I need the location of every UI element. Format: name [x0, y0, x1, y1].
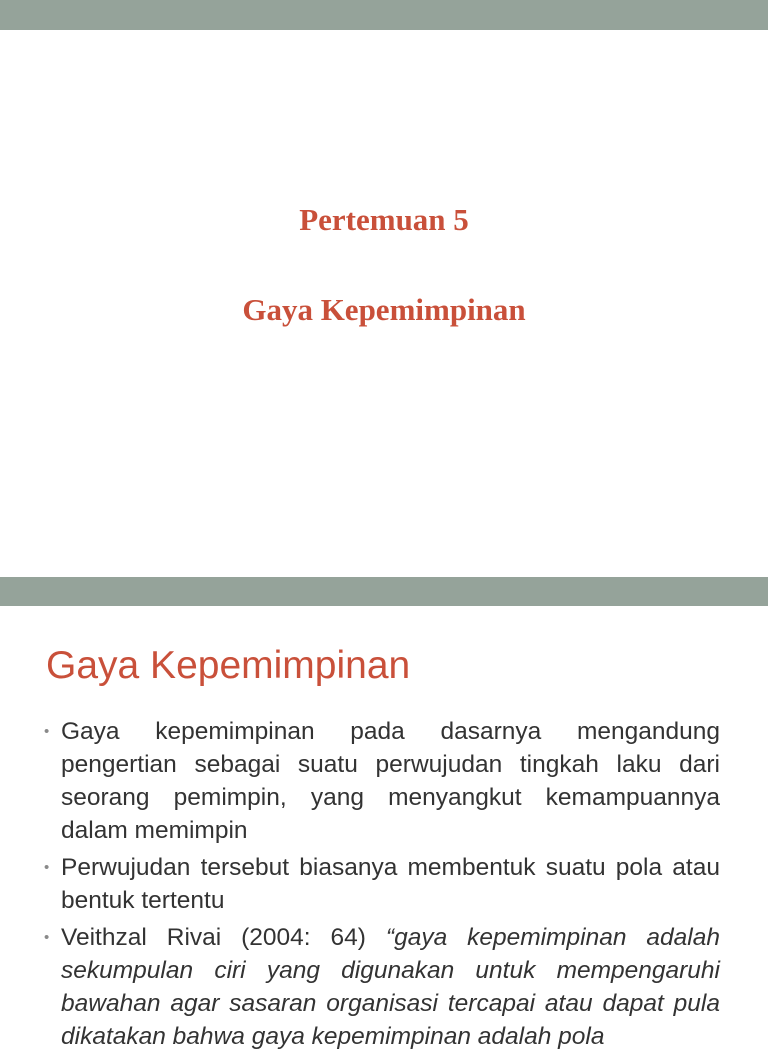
- bullet-text: Veithzal Rivai (2004: 64): [61, 924, 386, 951]
- list-item: [44, 715, 720, 847]
- bullet-quote: “gaya kepemimpinan adalah sekumpulan ciri yang digunakan untuk mempengaruhi bawahan agar sasaran organisasi tercapai atau dapat pula dikatakan bahwa gaya kepemimpinan adalah pola: [61, 924, 720, 1050]
- slide-separator-band: [0, 577, 768, 606]
- bullet-dot-icon: •: [44, 723, 50, 740]
- list-item: [44, 921, 720, 1053]
- bullet-dot-icon: •: [44, 859, 50, 876]
- content-slide: [0, 606, 768, 1050]
- list-item: [44, 851, 720, 917]
- bullet-list: [44, 715, 720, 1057]
- slide-title-meeting: Pertemuan 5: [299, 202, 469, 237]
- bullet-dot-icon: •: [44, 929, 50, 946]
- slide-title-topic: Gaya Kepemimpinan: [242, 292, 526, 327]
- top-band: [0, 0, 768, 30]
- content-heading: Gaya Kepemimpinan: [46, 644, 411, 687]
- title-slide: [0, 30, 768, 577]
- bullet-text: Perwujudan tersebut biasanya membentuk suatu pola atau bentuk tertentu: [61, 854, 720, 914]
- bullet-text: Gaya kepemimpinan pada dasarnya mengandung pengertian sebagai suatu perwujudan tingkah laku dari seorang pemimpin, yang menyangkut kemampuannya dalam memimpin: [61, 718, 720, 844]
